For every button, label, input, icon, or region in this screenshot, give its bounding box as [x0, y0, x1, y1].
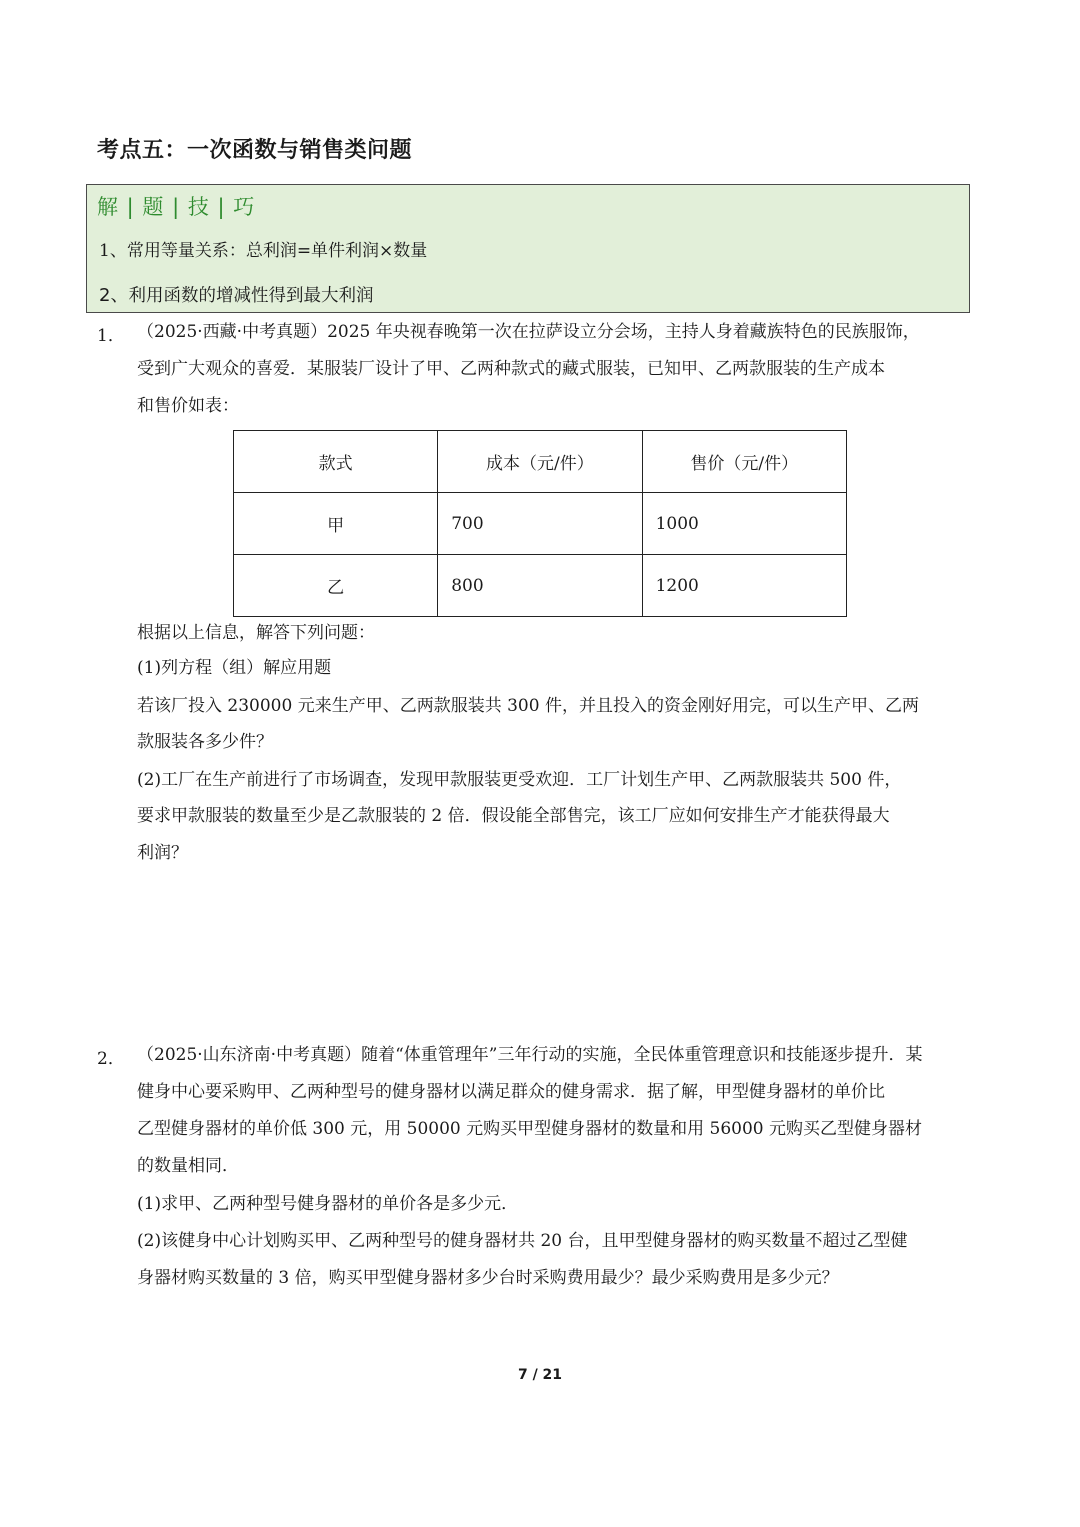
page-number: 7 / 21: [517, 1367, 563, 1383]
question-1-part-1-title: (1)列方程（组）解应用题: [137, 658, 332, 678]
tip-item-1: 1、常用等量关系：总利润=单件利润×数量: [99, 241, 428, 261]
table-header-row: [234, 431, 847, 493]
table-header-style: 款式: [234, 431, 438, 493]
question-1-part-2-line-3: 利润？: [137, 843, 188, 863]
table-cell-price: 1000: [642, 493, 846, 555]
question-2-line-2: 健身中心要采购甲、乙两种型号的健身器材以满足群众的健身需求．据了解，甲型健身器材的单价比: [137, 1082, 885, 1102]
question-1-line-2: 受到广大观众的喜爱．某服装厂设计了甲、乙两种款式的藏式服装，已知甲、乙两款服装的生产成本: [137, 359, 885, 379]
table-cell-cost: 800: [438, 555, 642, 617]
question-2-line-1: （2025·山东济南·中考真题）随着“体重管理年”三年行动的实施，全民体重管理意识和技能逐步提升．某: [137, 1045, 923, 1065]
question-1-part-1-line-2: 款服装各多少件？: [137, 732, 273, 752]
tip-item-2-text: 利用函数的增减性得到最大利润: [128, 286, 374, 306]
question-2-part-2-line-2: 身器材购买数量的 3 倍，购买甲型健身器材多少台时采购费用最少？最少采购费用是多少元？: [137, 1268, 839, 1288]
section-title: 考点五：一次函数与销售类问题: [97, 138, 413, 163]
question-1-part-2-line-2: 要求甲款服装的数量至少是乙款服装的 2 倍．假设能全部售完，该工厂应如何安排生产才能获得最大: [137, 806, 890, 826]
table-cell-price: 1200: [642, 555, 846, 617]
question-1-part-1-line-1: 若该厂投入 230000 元来生产甲、乙两款服装共 300 件，并且投入的资金刚好用完，可以生产甲、乙两: [137, 696, 919, 716]
question-2-part-2-line-1: (2)该健身中心计划购买甲、乙两种型号的健身器材共 20 台，且甲型健身器材的购买数量不超过乙型健: [137, 1231, 908, 1251]
price-table: [233, 430, 847, 617]
question-1-number: 1．: [97, 326, 125, 346]
question-2-part-1: (1)求甲、乙两种型号健身器材的单价各是多少元．: [137, 1194, 519, 1214]
tips-heading: 解 | 题 | 技 | 巧: [97, 195, 256, 219]
question-1-intro: 根据以上信息，解答下列问题：: [137, 623, 375, 643]
tip-item-2-number: 2、: [99, 285, 129, 306]
tips-box: [86, 184, 970, 313]
question-1-part-2-line-1: (2)工厂在生产前进行了市场调查，发现甲款服装更受欢迎．工厂计划生产甲、乙两款服装共 500 件，: [137, 770, 902, 790]
table-header-price: 售价（元/件）: [642, 431, 846, 493]
question-1-line-3: 和售价如表：: [137, 396, 239, 416]
table-header-cost: 成本（元/件）: [438, 431, 642, 493]
question-2-line-3: 乙型健身器材的单价低 300 元，用 50000 元购买甲型健身器材的数量和用 56000 元购买乙型健身器材: [137, 1119, 923, 1139]
tip-item-2: [99, 281, 373, 307]
table-row: [234, 555, 847, 617]
question-1-line-1: （2025·西藏·中考真题）2025 年央视春晚第一次在拉萨设立分会场，主持人身着藏族特色的民族服饰，: [137, 322, 920, 342]
table-row: [234, 493, 847, 555]
question-2-number: 2．: [97, 1049, 125, 1069]
table-cell-cost: 700: [438, 493, 642, 555]
question-2-line-4: 的数量相同．: [137, 1156, 239, 1176]
table-cell-style: 乙: [234, 555, 438, 617]
table-cell-style: 甲: [234, 493, 438, 555]
